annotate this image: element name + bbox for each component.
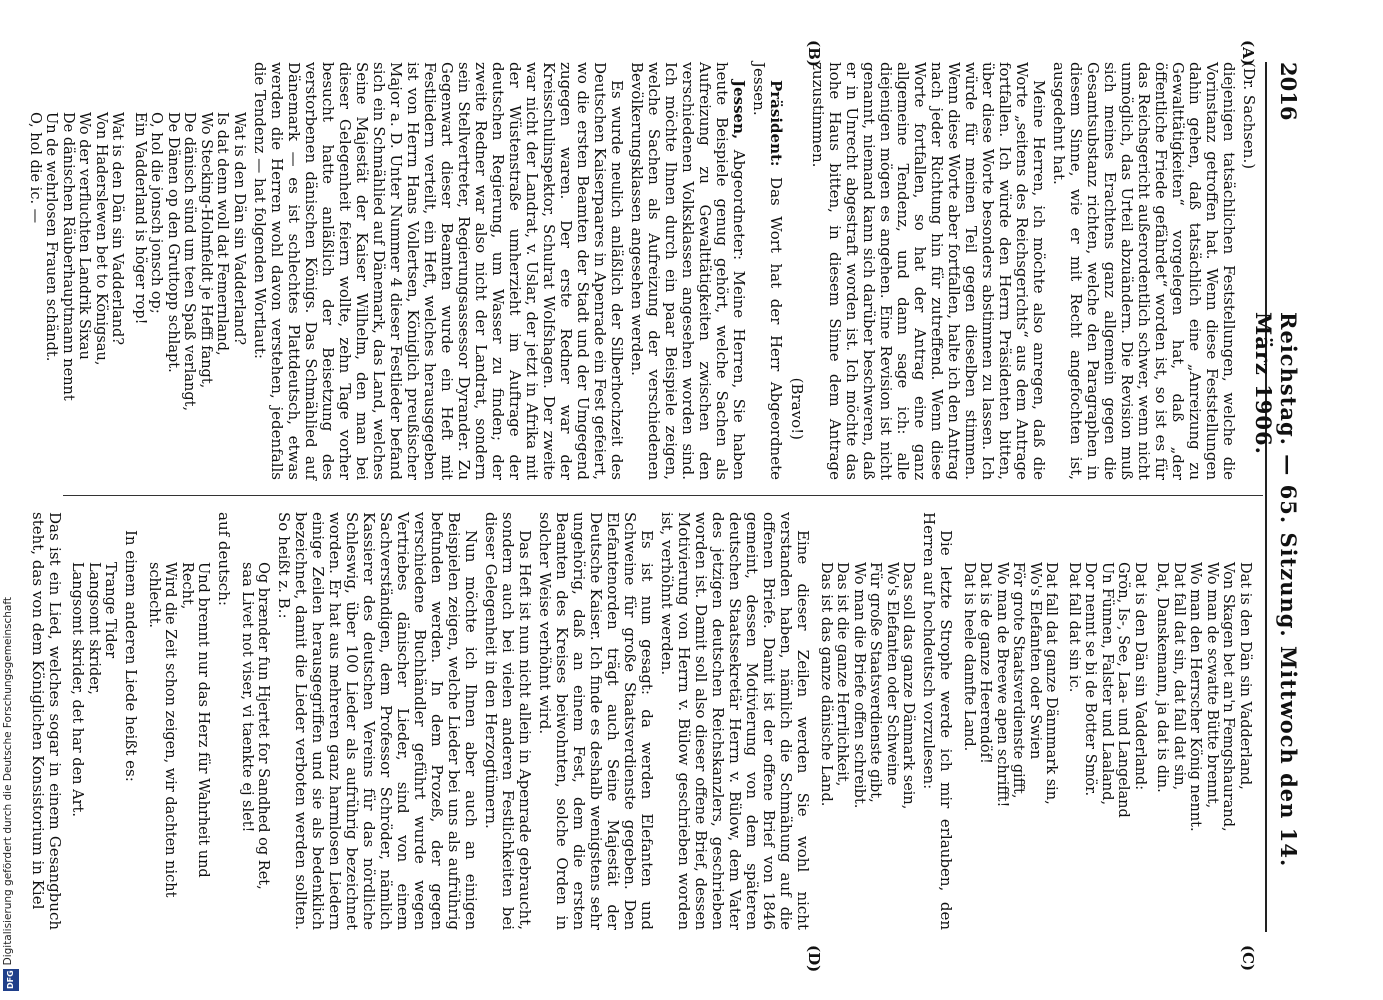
column-divider xyxy=(63,495,1263,496)
verse-line: Wird die Zeit schon zeigen, wir dachten nicht xyxy=(162,562,179,898)
verse-line: De Dänen op den Gruttopp schlapt. xyxy=(165,112,181,373)
verse-line: För grote Staatsverdienste gifft, xyxy=(1010,562,1027,799)
verse-line: Und brennt nur das Herz für Wahrheit und xyxy=(195,562,212,878)
right-column xyxy=(26,512,1257,930)
verse-line: Langsomt skrider, det har den Art. xyxy=(69,562,86,817)
paragraph: Meine Herren, ich möchte also anregen, daß die Worte „seitens des Reichsgerichts“ aus dem Antrage fortfallen. Ich würde den Herrn Präsidenten bitten, über diese Worte besonders abstimmen zu lassen. Ich würde für meinen Teil gegen dieselben stimmen. Wenn diese Worte aber fortfallen, halte ich den Antrag nach jeder Richtung hin für zutreffend. Wenn diese Worte fortfallen, so hat der Antrag eine ganz allgemeine Tendenz, und dann sage ich: alle diejenigen mögen es angehen. Eine Revision ist nicht genannt, niemand kann sich darüber beschweren, daß er in Unrecht abgestraft worden ist. Ich möchte das hohe Haus bitten, in diesem Sinne dem Antrage zuzustimmen. xyxy=(809,62,1048,480)
verse-line: Dat fall dat ganze Dännmark sin, xyxy=(1043,562,1060,805)
paragraph: Eine dieser Zeilen werden Sie wohl nicht verstanden haben, nämlich die Schmähung auf die offenen Briefe. Damit ist der offene Brief von 1846 gemeint, dessen Motivierung von dem späteren deutschen Staatssekretär Herrn v. Bülow, dem Vater des jetzigen deutschen Reichskanzlers, geschrieben worden ist. Damit soll also dieser offene Brief, dessen Motivierung von Herrn v. Bülow geschrieben worden ist, verhöhnt werden. xyxy=(658,512,813,930)
verse-line: Von Skagen bet an'n Femgshaurand, xyxy=(1220,562,1237,832)
page-title: Reichstag. — 65. Sitzung. Mittwoch den 14. März 1906. xyxy=(1251,312,1301,868)
speaker-reference xyxy=(1240,62,1257,480)
verse-line: Dat fall dat sin, dat fall dat sin, xyxy=(1171,562,1187,791)
margin-marker-d: (D) xyxy=(805,945,823,973)
verse-line: Wo's Elefanten oder Schweine xyxy=(884,562,900,786)
paragraph: diejenigen tatsächlichen Feststellungen, welche die Vorinstanz getroffen hat. Wenn diese Feststellungen dahin gehen, daß tatsächlich eine „Anreizung zu Gewalttätigkeiten“ vorgelegen hat, daß „der öffentliche Friede gefährdet“ worden ist, so ist es für das Reichsgericht außerordentlich schwer, wenn nicht unmöglich, das Urteil abzuändern. Die Revision muß sich meines Erachtens ganz allgemein gegen die Gesamtsubstanz richten, welche den Paragraphen in diesem Sinne, wie er mit Recht angefochten ist, ausgedehnt hat. xyxy=(1050,62,1238,480)
dfg-logo-icon: DFG xyxy=(3,969,19,991)
president-statement xyxy=(750,62,784,480)
verse-block xyxy=(146,512,212,930)
verse-line: Un de wehrlosen Frauen schändt. xyxy=(43,112,60,362)
speaker-text: Das Wort hat der Herr Abgeordnete Jessen. xyxy=(750,62,785,480)
verse-line: Recht, xyxy=(179,562,195,610)
paragraph: Die letzte Strophe werde ich mir erlauben, den Herren auf hochdeutsch vorzulesen: xyxy=(920,512,956,930)
funding-notice: Digitalisierung gefördert durch die Deutsche Forschungsgemeinschaft xyxy=(2,596,14,965)
verse-block xyxy=(27,62,126,480)
paragraph: Das Heft ist nun nicht allein in Apenrade gebraucht, sondern auch bei vielen anderen Festlichkeiten bei dieser Gelegenheit in den Herzogtümern. xyxy=(482,512,535,930)
verse-block xyxy=(1154,512,1253,930)
paragraph: Es wurde neulich anläßlich der Silberhochzeit des Deutschen Kaiserpaares in Apenrade ein Fest gefeiert, wo die ersten Beamten der Stadt und der Umgegend zugegen waren. Der erste Redner war der Kreisschulinspektor, Schulrat Wolfshagen. Der zweite war nicht der Landrat, v. Uslar, der jetzt in Afrika mit der Wüstenstraße umherzieht im Auftrage der deutschen Regierung, um Wasser zu finden; der zweite Redner war also nicht der Landrat, sondern sein Stellvertreter, Regierungsassessor Dyrander. Zu Gegenwart dieser Beamten wurde ein Heft mit Festliedern verteilt, ein Heft, welches herausgegeben ist von Herrn Hans Vollertsen, Königlich preußischer Major a. D. Unter Nummer 4 dieser Festlieder befand sich ein Schmählied auf Dänemark, das Land, welches Seine Majestät der Kaiser Wilhelm, den man bei dieser Gelegenheit feiern wollte, zehn Tage vorher besucht hatte anläßlich der Beisetzung des verstorbenen dänischen Königs. Das Schmählied auf Dänemark — es ist schlechtes Plattdeutsch, etwas werden die Herren wohl davon verstehen, jedenfalls die Tendenz — hat folgenden Wortlaut: xyxy=(251,62,626,480)
verse-line: Langsomt skrider, xyxy=(86,562,102,695)
verse-line: Wo man die Briefe offen schreibt. xyxy=(851,562,867,809)
verse-line: Dat is den Dän sin Vadderland, xyxy=(1237,562,1253,790)
verse-line: Dat is de ganze Heerendöf! xyxy=(977,562,994,764)
verse-block xyxy=(1066,512,1149,930)
speaker-label: Jessen, xyxy=(730,80,748,140)
verse-block xyxy=(239,512,272,930)
left-column xyxy=(21,62,1258,480)
verse-line: Wo der verfluchten Landrik Sixau xyxy=(76,112,93,360)
verse-line: Wo man den Herrscher König nennt. xyxy=(1187,562,1204,832)
verse-line: Is dat denn woll dat Femernland, xyxy=(214,112,231,356)
verse-line: Dor nennt se bi de Botter Smör. xyxy=(1082,562,1099,797)
speaker-text: Abgeordneter: Meine Herren, Sie haben heute Beispiele genug gehört, welche Sachen als Aufreizung zu Gewalttätigkeiten zwischen den verschiedenen Volksklassen angesehen worden sind. Ich möchte Ihnen durch ein paar Beispiele zeigen, welche Sachen als Aufreizung der verschiedenen Bevölkerungsklassen angesehen werden. xyxy=(628,62,748,480)
jessen-statement xyxy=(628,62,747,480)
verse-block xyxy=(818,512,917,930)
verse-line: Wat is den Dän sin Vadderland? xyxy=(231,112,247,346)
speaker-prefix: (Dr. Sachsen.) xyxy=(1240,62,1258,170)
verse-line: Dat, Danskemann, ja dat is din. xyxy=(1154,562,1171,793)
verse-line: Wo man de Breewe apen schrifft! xyxy=(994,562,1010,808)
verse-line: O, hol die ic. — xyxy=(27,112,43,224)
verse-line: schlecht. xyxy=(146,562,162,629)
verse-line: Das soll das ganze Dänmark sein, xyxy=(900,562,917,810)
digitization-footer xyxy=(2,60,20,995)
margin-marker-a: (A) xyxy=(1239,40,1257,66)
margin-marker-c: (C) xyxy=(1239,945,1257,972)
verse-line: Dat fall dat sin ic. xyxy=(1066,562,1082,693)
verse-line: Das ist das ganze dänische Land. xyxy=(818,562,834,807)
verse-line: Wo Stecking-Holmfeldt je Heffi fangt, xyxy=(198,112,214,389)
verse-line: Ein Vadderland is höger rop! xyxy=(132,112,148,325)
verse-line: Wo man de scwatte Bütte brennt, xyxy=(1204,562,1220,809)
page-number: 2016 xyxy=(1276,62,1301,121)
paragraph: auf deutsch: xyxy=(215,512,234,606)
verse-line: De dänisch sünd um teen Spaß verlangt, xyxy=(181,112,198,412)
verse-block xyxy=(69,512,119,930)
verse-line: Für große Staatsverdienste gibt, xyxy=(867,562,884,803)
page-header xyxy=(1251,62,1307,932)
verse-line: O, hol die jonsch jonsch op; xyxy=(148,112,165,314)
margin-marker-b: (B) xyxy=(805,40,823,67)
verse-line: Dat is den Dän sin Vadderland: xyxy=(1132,562,1148,791)
verse-line: Un Fünnen, Falster und Laaland, xyxy=(1099,562,1115,806)
verse-line: Von Haderslewen bet to Königsau, xyxy=(93,112,109,366)
paragraph: In einem anderen Liede heißt es: xyxy=(122,530,141,782)
paragraph: Nun möchte ich Ihnen aber auch an einigen Beispielen zeigen, welche Lieder bei uns als aufrührig befunden werden. In dem Prozeß, der gegen verschiedene Buchhändler geführt wurde wegen Vertriebes dänischer Lieder, sind von einem Sachverständigen, dem Professor Schröder, nämlich Kassierer des deutschen Vereins für das nördliche Schleswig, über 100 Lieder als aufrührig bezeichnet worden. Er hat aus mehreren ganz harmlosen Liedern einige Zeilen herausgegriffen und sie als bedenklich bezeichnet, damit die Lieder verboten werden sollten. So heißt z. B.: xyxy=(275,512,481,930)
paragraph: Es ist nun gesagt: da werden Elefanten und Schweine für große Staatsverdienste gegeben. Den Elefantenorden trägt auch Seine Majestät der Deutsche Kaiser. Ich finde es deshalb wenigstens sehr ungehörig, daß an einem Fest, dem die ersten Beamten des Kreises beiwohnten, solche Orden in solcher Weise verhöhnt wird. xyxy=(536,512,657,930)
verse-line: Das ist die ganze Herrlichkeit, xyxy=(834,562,851,787)
verse-line: Og brænder fun Hjertet for Sandhed og Ret, xyxy=(255,562,272,890)
verse-line: Wat is den Dän sin Vadderland? xyxy=(109,112,126,346)
verse-line: Grön, Is-, See, Laa- und Langeland xyxy=(1115,562,1132,818)
verse-line: De dänischen Räuberhauptmann nennt xyxy=(60,112,76,401)
verse-line: Dat is heele damfte Land. xyxy=(961,562,977,752)
verse-block xyxy=(961,512,1060,930)
verse-line: saa Livet not viser, vi taenkte ej slet! xyxy=(239,562,255,833)
paragraph: Das ist ein Lied, welches sogar in einem Gesangbuch steht, das von dem Königlichen Konsistorium in Kiel xyxy=(29,512,64,930)
verse-line: Trange Tider xyxy=(102,562,119,659)
verse-line: Wo's Elefanten oder Swien xyxy=(1027,562,1043,760)
applause-note: (Bravo!) xyxy=(788,377,806,440)
verse-block xyxy=(132,62,248,480)
speaker-label: Präsident: xyxy=(767,80,785,167)
